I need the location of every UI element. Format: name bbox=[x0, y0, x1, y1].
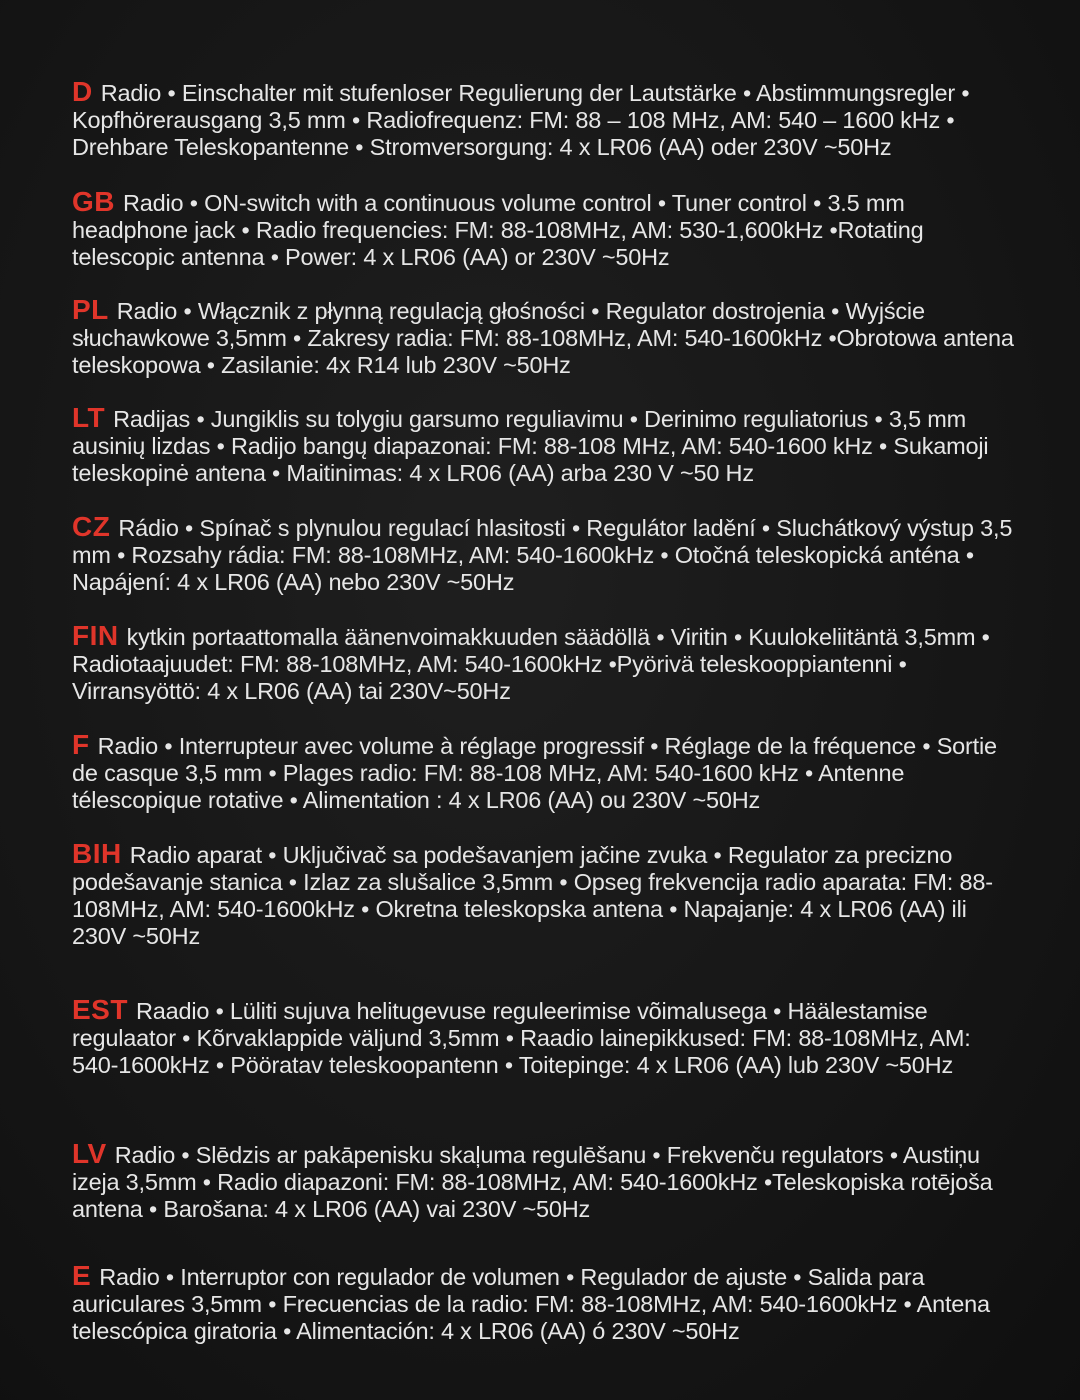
language-entry-e bbox=[72, 1262, 1018, 1345]
entry-text: Radijas • Jungiklis su tolygiu garsumo reguliavimu • Derinimo reguliatorius • 3,5 mm ausinių lizdas • Radijo bangų diapazonai: FM: 88-108 MHz, AM: 540-1600 kHz • Sukamoji teleskopinė antena • Maitinimas: 4 x LR06 (AA) arba 230 V ~50 Hz bbox=[72, 406, 989, 486]
language-code: F bbox=[72, 729, 90, 760]
language-code: LV bbox=[72, 1138, 107, 1169]
entry-text: Radio aparat • Uključivač sa podešavanjem jačine zvuka • Regulator za precizno podešavanje stanica • Izlaz za slušalice 3,5mm • Opseg frekvencija radio aparata: FM: 88-108MHz, AM: 540-1600kHz • Okretna teleskopska antena • Napajanje: 4 x LR06 (AA) ili 230V ~50Hz bbox=[72, 842, 993, 949]
entry-text: Rádio • Spínač s plynulou regulací hlasitosti • Regulátor ladění • Sluchátkový výstup 3,5 mm • Rozsahy rádia: FM: 88-108MHz, AM: 540-1600kHz • Otočná teleskopická anténa • Napájení: 4 x LR06 (AA) nebo 230V ~50Hz bbox=[72, 515, 1013, 595]
entry-text: Radio • Interruptor con regulador de volumen • Regulador de ajuste • Salida para auriculares 3,5mm • Frecuencias de la radio: FM: 88-108MHz, AM: 540-1600kHz • Antena telescópica giratoria • Alimentación: 4 x LR06 (AA) ó 230V ~50Hz bbox=[72, 1264, 990, 1344]
entry-text: Radio • ON-switch with a continuous volume control • Tuner control • 3.5 mm headphone jack • Radio frequencies: FM: 88-108MHz, AM: 530-1,600kHz •Rotating telescopic antenna • Power: 4 x LR06 (AA) or 230V ~50Hz bbox=[72, 190, 924, 270]
language-entry-pl bbox=[72, 296, 1018, 379]
entry-text: Radio • Einschalter mit stufenloser Regulierung der Lautstärke • Abstimmungsregler • Kopfhörerausgang 3,5 mm • Radiofrequenz: FM: 88 – 108 MHz, AM: 540 – 1600 kHz • Drehbare Teleskopantenne • Stromversorgung: 4 x LR06 (AA) oder 230V ~50Hz bbox=[72, 80, 970, 160]
language-code: D bbox=[72, 76, 93, 107]
language-code: EST bbox=[72, 994, 128, 1025]
language-entry-de bbox=[72, 78, 1018, 161]
language-entry-fin bbox=[72, 622, 1018, 705]
language-code: GB bbox=[72, 186, 115, 217]
language-entry-gb bbox=[72, 188, 1018, 271]
language-code: LT bbox=[72, 402, 106, 433]
language-entry-lv bbox=[72, 1140, 1018, 1223]
language-entry-est bbox=[72, 996, 1018, 1079]
language-entry-cz bbox=[72, 513, 1018, 596]
entry-text: Radio • Włącznik z płynną regulacją głośności • Regulator dostrojenia • Wyjście słuchawkowe 3,5mm • Zakresy radia: FM: 88-108MHz, AM: 540-1600kHz •Obrotowa antena teleskopowa • Zasilanie: 4x R14 lub 230V ~50Hz bbox=[72, 298, 1014, 378]
language-code: FIN bbox=[72, 620, 119, 651]
language-entry-bih bbox=[72, 840, 1018, 950]
entry-text: Raadio • Lüliti sujuva helitugevuse reguleerimise võimalusega • Häälestamise regulaator • Kõrvaklappide väljund 3,5mm • Raadio lainepikkused: FM: 88-108MHz, AM: 540-1600kHz • Pööratav teleskoopantenn • Toitepinge: 4 x LR06 (AA) lub 230V ~50Hz bbox=[72, 998, 971, 1078]
language-entry-lt bbox=[72, 404, 1018, 487]
entry-text: Radio • Slēdzis ar pakāpenisku skaļuma regulēšanu • Frekvenču regulators • Austiņu izeja 3,5mm • Radio diapazoni: FM: 88-108MHz, AM: 540-1600kHz •Teleskopiska rotējoša antena • Barošana: 4 x LR06 (AA) vai 230V ~50Hz bbox=[72, 1142, 993, 1222]
language-code: CZ bbox=[72, 511, 111, 542]
language-code: E bbox=[72, 1260, 92, 1291]
entry-text: kytkin portaattomalla äänenvoimakkuuden säädöllä • Viritin • Kuulokeliitäntä 3,5mm • Radiotaajuudet: FM: 88-108MHz, AM: 540-1600kHz •Pyörivä teleskooppiantenni • Virransyöttö: 4 x LR06 (AA) tai 230V~50Hz bbox=[72, 624, 990, 704]
language-code: PL bbox=[72, 294, 109, 325]
entry-text: Radio • Interrupteur avec volume à réglage progressif • Réglage de la fréquence • Sortie de casque 3,5 mm • Plages radio: FM: 88-108 MHz, AM: 540-1600 kHz • Antenne télescopique rotative • Alimentation : 4 x LR06 (AA) ou 230V ~50Hz bbox=[72, 733, 997, 813]
language-code: BIH bbox=[72, 838, 122, 869]
language-entry-f bbox=[72, 731, 1018, 814]
